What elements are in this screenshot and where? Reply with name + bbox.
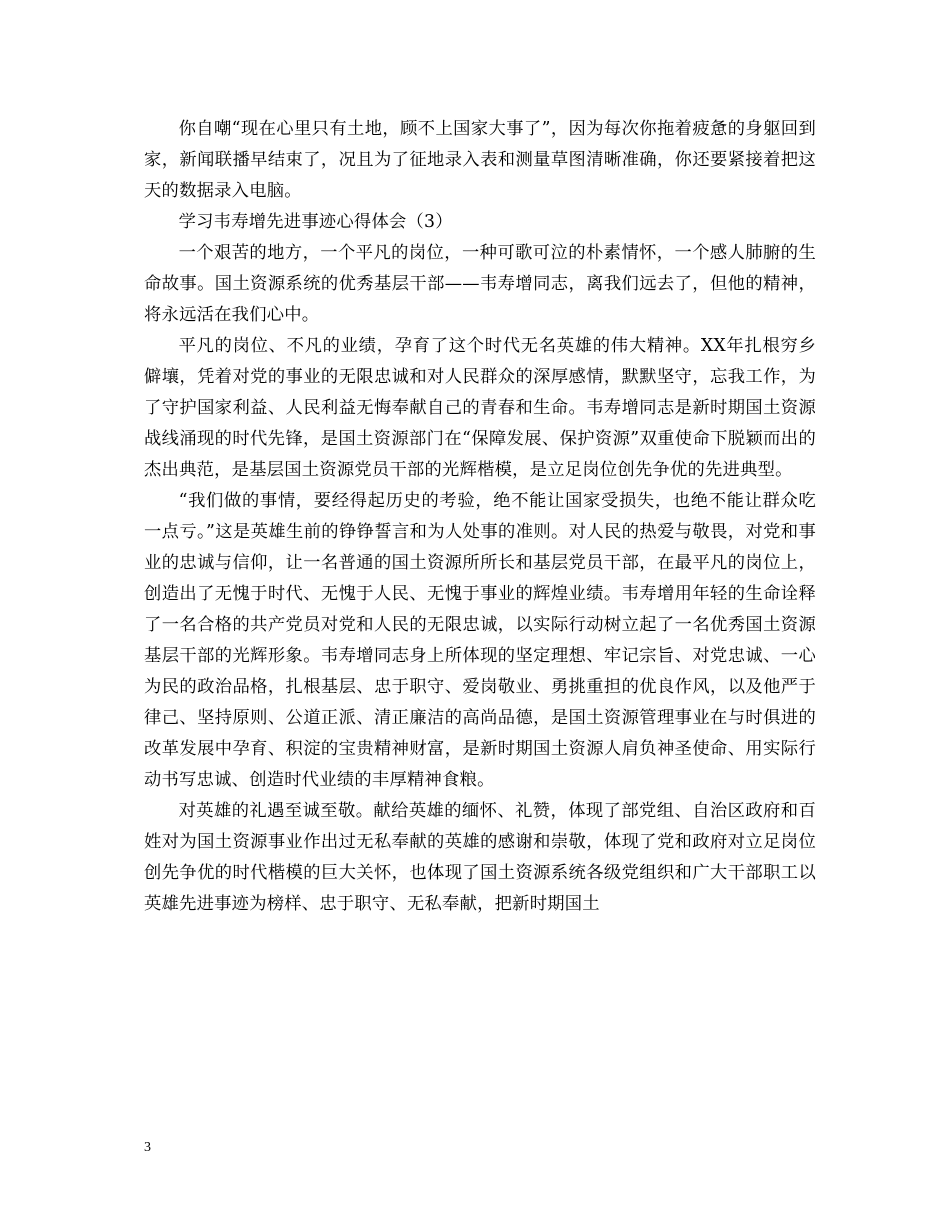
section-heading: 学习韦寿增先进事迹心得体会（3） [178,212,453,232]
paragraph-2: 平凡的岗位、不凡的业绩，孕育了这个时代无名英雄的伟大精神。XX年扎根穷乡僻壤，凭着对党的事业的无限忠诚和对人民群众的深厚感情，默默坚守，忘我工作，为了守护国家利益、人民利益无悔奉献自己的青春和生命。韦寿增同志是新时期国土资源战线涌现的时代先锋，是国土资源部门在“保障发展、保护资源”双重使命下脱颖而出的杰出典范，是基层国土资源党员干部的光辉楷模，是立足岗位创先争优的先进典型。 [144,336,816,480]
paragraph-1: 一个艰苦的地方，一个平凡的岗位，一种可歌可泣的朴素情怀，一个感人肺腑的生命故事。国土资源系统的优秀基层干部——韦寿增同志，离我们远去了，但他的精神，将永远活在我们心中。 [144,243,816,325]
paragraph-3: “我们做的事情，要经得起历史的考验，绝不能让国家受损失，也绝不能让群众吃一点亏。”这是英雄生前的铮铮誓言和为人处事的准则。对人民的热爱与敬畏，对党和事业的忠诚与信仰，让一名普通的国土资源所所长和基层党员干部，在最平凡的岗位上，创造出了无愧于时代、无愧于人民、无愧于事业的辉煌业绩。韦寿增用年轻的生命诠释了一名合格的共产党员对党和人民的无限忠诚，以实际行动树立起了一名优秀国土资源基层干部的光辉形象。韦寿增同志身上所体现的坚定理想、牢记宗旨、对党忠诚、一心为民的政治品格，扎根基层、忠于职守、爱岗敬业、勇挑重担的优良作风，以及他严于律己、坚持原则、公道正派、清正廉洁的高尚品德，是国土资源管理事业在与时俱进的改革发展中孕育、积淀的宝贵精神财富，是新时期国土资源人肩负神圣使命、用实际行动书写忠诚、创造时代业绩的丰厚精神食粮。 [144,491,816,790]
page-number: 3 [144,1140,151,1155]
paragraph-intro: 你自嘲“现在心里只有土地，顾不上国家大事了”，因为每次你拖着疲惫的身躯回到家，新闻联播早结束了，况且为了征地录入表和测量草图清晰准确，你还要紧接着把这天的数据录入电脑。 [144,119,816,201]
paragraph-4: 对英雄的礼遇至诚至敬。献给英雄的缅怀、礼赞，体现了部党组、自治区政府和百姓对为国土资源事业作出过无私奉献的英雄的感谢和崇敬，体现了党和政府对立足岗位创先争优的时代楷模的巨大关怀，也体现了国土资源系统各级党组织和广大干部职工以英雄先进事迹为榜样、忠于职守、无私奉献，把新时期国土 [144,801,816,914]
document-body [144,114,816,920]
